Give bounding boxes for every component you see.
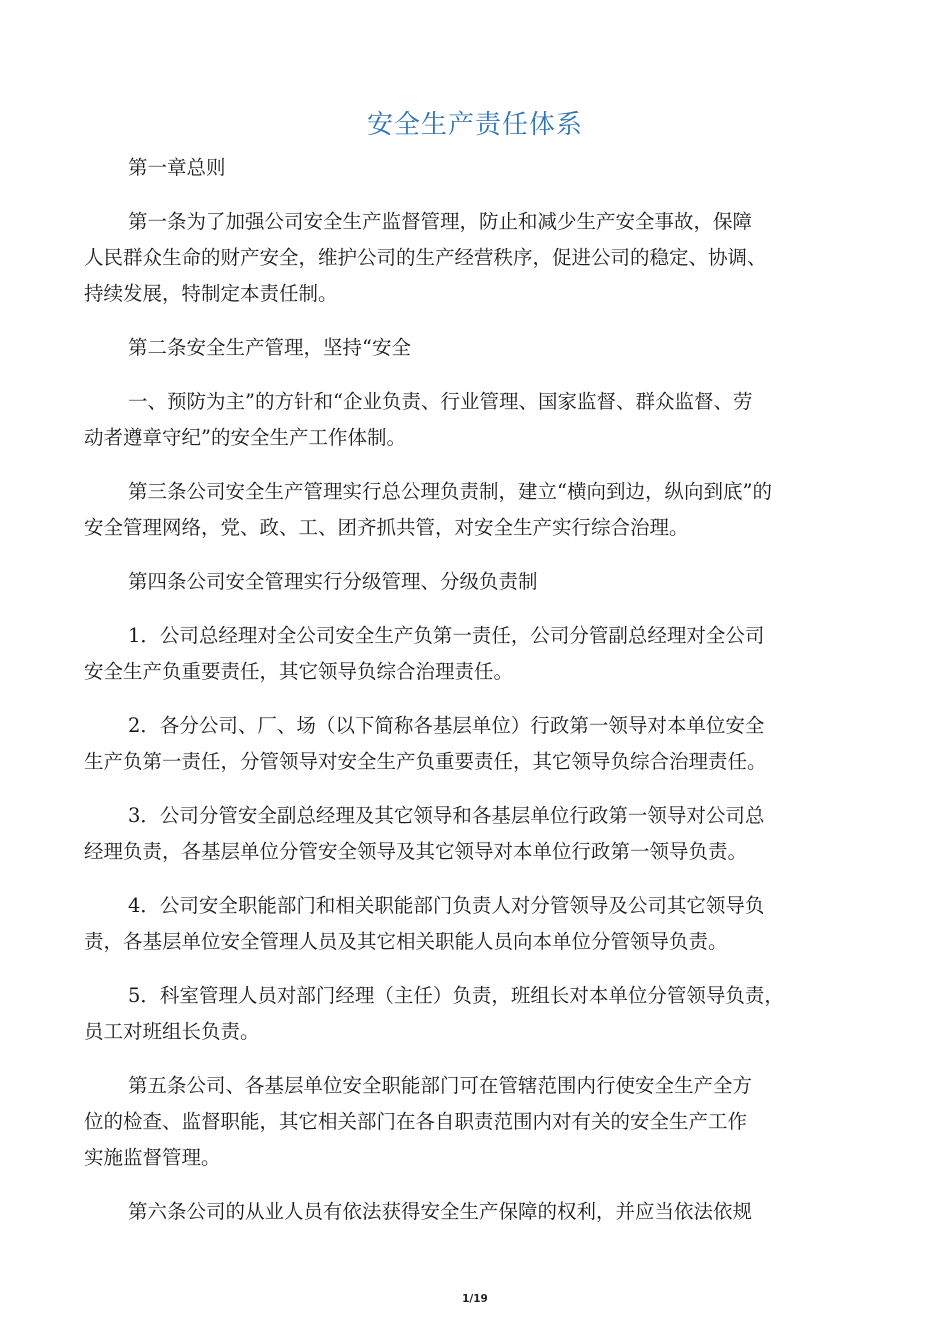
document-title: 安全生产责任体系 (366, 110, 583, 140)
paragraph-line: 第一条为了加强公司安全生产监督管理，防止和减少生产安全事故，保障 (128, 210, 753, 233)
page-number: 1/19 (462, 1293, 488, 1305)
paragraph (84, 798, 864, 870)
document-body (84, 150, 864, 1248)
paragraph (84, 474, 864, 546)
paragraph (84, 564, 864, 600)
paragraph (84, 1068, 864, 1176)
paragraph (84, 150, 864, 186)
paragraph-line: 3．公司分管安全副总经理及其它领导和各基层单位行政第一领导对公司总 (128, 804, 765, 827)
paragraph (84, 618, 864, 690)
paragraph (84, 1194, 864, 1230)
paragraph (84, 708, 864, 780)
paragraph-line: 安全生产负重要责任，其它领导负综合治理责任。 (84, 660, 514, 683)
paragraph-line: 第一章总则 (128, 156, 226, 179)
paragraph-line: 第二条安全生产管理，坚持“安全 (128, 336, 411, 359)
paragraph-line: 员工对班组长负责。 (84, 1020, 260, 1043)
paragraph-line: 5．科室管理人员对部门经理（主任）负责，班组长对本单位分管领导负责， (128, 984, 784, 1007)
paragraph (84, 384, 864, 456)
paragraph-line: 安全管理网络，党、政、工、团齐抓共管，对安全生产实行综合治理。 (84, 516, 689, 539)
paragraph-line: 第四条公司安全管理实行分级管理、分级负责制 (128, 570, 538, 593)
paragraph-line: 第六条公司的从业人员有依法获得安全生产保障的权利，并应当依法依规 (128, 1200, 753, 1223)
paragraph-line: 持续发展，特制定本责任制。 (84, 282, 338, 305)
paragraph-line: 4．公司安全职能部门和相关职能部门负责人对分管领导及公司其它领导负 (128, 894, 765, 917)
paragraph (84, 978, 864, 1050)
paragraph-line: 位的检查、监督职能，其它相关部门在各自职责范围内对有关的安全生产工作 (84, 1110, 748, 1133)
paragraph-line: 经理负责，各基层单位分管安全领导及其它领导对本单位行政第一领导负责。 (84, 840, 748, 863)
paragraph-line: 实施监督管理。 (84, 1146, 221, 1169)
paragraph-line: 责，各基层单位安全管理人员及其它相关职能人员向本单位分管领导负责。 (84, 930, 728, 953)
paragraph-line: 第五条公司、各基层单位安全职能部门可在管辖范围内行使安全生产全方 (128, 1074, 753, 1097)
paragraph-line: 生产负第一责任，分管领导对安全生产负重要责任，其它领导负综合治理责任。 (84, 750, 767, 773)
paragraph-line: 一、预防为主”的方针和“企业负责、行业管理、国家监督、群众监督、劳 (128, 390, 753, 413)
paragraph (84, 888, 864, 960)
paragraph-line: 动者遵章守纪”的安全生产工作体制。 (84, 426, 406, 449)
paragraph-line: 1．公司总经理对全公司安全生产负第一责任，公司分管副总经理对全公司 (128, 624, 765, 647)
paragraph (84, 330, 864, 366)
paragraph (84, 204, 864, 312)
paragraph-line: 第三条公司安全生产管理实行总公理负责制，建立“横向到边，纵向到底”的 (128, 480, 772, 503)
paragraph-line: 人民群众生命的财产安全，维护公司的生产经营秩序，促进公司的稳定、协调、 (84, 246, 767, 269)
paragraph-line: 2．各分公司、厂、场（以下简称各基层单位）行政第一领导对本单位安全 (128, 714, 765, 737)
